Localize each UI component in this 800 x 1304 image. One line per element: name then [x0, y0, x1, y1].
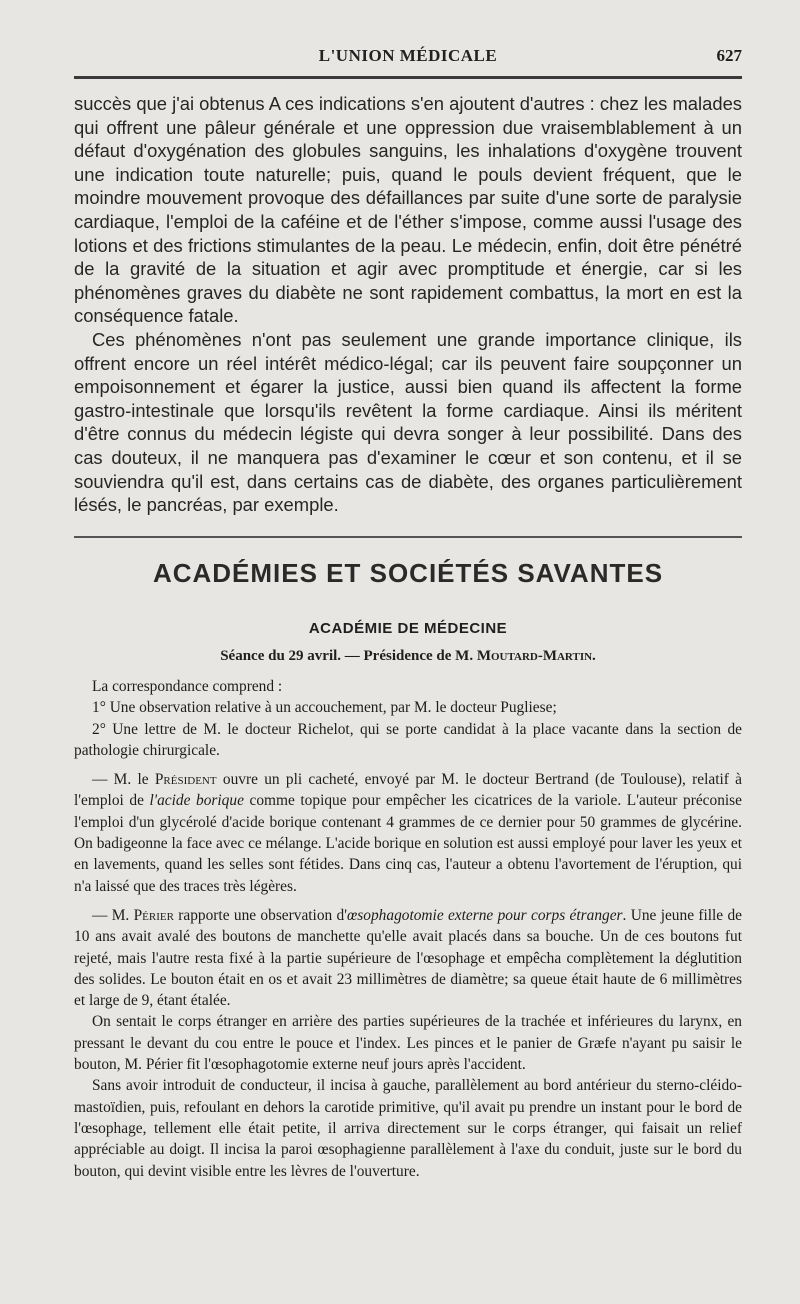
upper-article-text — [74, 92, 742, 517]
seance-prefix: Séance du 29 avril. — Présidence de M. — [220, 648, 477, 664]
correspondance-line: La correspondance comprend : — [92, 678, 283, 695]
paragraph-medico-legal: Ces phénomènes n'ont pas seulement une grande importance clinique, ils offrent encore un réel intérêt médico-légal; car ils peuvent faire soupçonner un empoisonnement et égarer la justice, aussi bien quand ils affectent la forme gastro-intestinale que lorsqu'ils revêtent la forme cardiaque. Ainsi ils méritent d'être connus du médecin légiste qui devra songer à leur possibilité. Dans des cas douteux, il ne manquera pas d'examiner le cœur et son contenu, et il se souviendra qu'il est, dans certains cas de diabète, des organes particulièrement lésés, le pancréas, par exemple. — [74, 328, 742, 516]
header-rule — [74, 76, 742, 79]
paragraph-perier — [74, 905, 742, 1011]
paragraph-pli-cachete — [74, 769, 742, 897]
correspondance-item-1: 1° Une observation relative à un accouchement, par M. le docteur Pugliese; — [92, 699, 557, 717]
seance-line — [74, 648, 742, 665]
p2-rest: . Une jeune fille de 10 ans avait avalé des boutons de manchette qu'elle avait placés dans sa bouche. Un de ces boutons fut rejeté, mais l'autre resta fixé à la partie supérieure de l'œsophage et empêcha complètement la déglutition des solides. Le bouton était en os et avait 23 millimètres de diamètre; sa queue était haute de 6 millimètres et large de 9, étant étalée. — [74, 906, 742, 1010]
p2-prefix: — M. — [92, 906, 134, 924]
academy-title: ACADÉMIE DE MÉDECINE — [308, 620, 508, 637]
seance-president: Moutard-Martin. — [476, 648, 596, 664]
paragraph-diabetes-treatment: succès que j'ai obtenus A ces indications s'en ajoutent d'autres : chez les malades qui offrent une pâleur générale et une oppression due vraisemblablement à un défaut d'oxygénation des globules sanguins, les inhalations d'oxygène trouvent une indication toute naturelle; puis, quand le pouls devient fréquent, que le moindre mouvement provoque des défaillances par suite d'une sorte de paralysie cardiaque, l'emploi de la caféine et de l'éther s'impose, comme aussi l'usage des lotions et des frictions stimulantes de la peau. Le médecin, enfin, doit être pénétré de la gravité de la situation et agir avec promptitude et énergie, car si les phénomènes graves du diabète ne sont rapidement combattus, la mort en est la conséquence fatale. — [74, 93, 742, 327]
running-head — [74, 46, 742, 72]
p1-rest: comme topique pour empêcher les cicatrices de la variole. L'auteur préconise l'emploi d'un glycérolé d'acide borique contenant 4 grammes de ce dernier pour 50 grammes de glycérine. On badigeonne la face avec ce mélange. L'acide borique en solution est aussi employé pour laver les yeux et en lavements, quand les selles sont fétides. Dans cinq cas, l'auteur a obtenu l'avortement de l'éruption, qui n'a laissé que des traces très légères. — [74, 792, 742, 895]
p2-mid: rapporte une observation d' — [173, 906, 348, 924]
page-number: 627 — [716, 46, 742, 65]
lower-article-text — [74, 676, 742, 1182]
paragraph-foreign-body: On sentait le corps étranger en arrière des parties supérieures de la trachée et inférieures du larynx, en pressant le devant du cou entre le pouce et l'index. Les pinces et le panier de Græfe n'ayant pu saisir le bouton, M. Périer fit l'œsophagotomie externe neuf jours après l'accident. — [74, 1013, 742, 1074]
running-title: L'UNION MÉDICALE — [318, 46, 498, 65]
section-rule — [74, 536, 742, 538]
p2-name: Périer — [133, 906, 174, 924]
p1-president: Président — [154, 771, 217, 789]
p1-prefix: — M. le — [92, 771, 155, 789]
p1-emphasis: l'acide borique — [149, 792, 244, 810]
section-heading: ACADÉMIES ET SOCIÉTÉS SAVANTES — [152, 558, 664, 588]
correspondance-item-2: 2° Une lettre de M. le docteur Richelot, qui se porte candidat à la place vacante dans la section de pathologie chirurgicale. — [74, 720, 742, 759]
p1-mid: ouvre un pli cacheté, envoyé par M. le docteur Bertrand (de Toulouse), relatif à l'emploi de — [74, 771, 743, 810]
p2-emphasis: œsophagotomie externe pour corps étranger — [347, 906, 623, 924]
paragraph-incision: Sans avoir introduit de conducteur, il incisa à gauche, parallèlement au bord antérieur du sterno-cléido-mastoïdien, puis, refoulant en dehors la carotide primitive, qu'il avait pu prendre un instant pour le bord de l'œsophage, tellement elle était petite, il arriva directement sur le corps étranger, qui faisait un relief appréciable au doigt. Il incisa la paroi œsophagienne parallèlement à l'axe du conduit, juste sur le bord du bouton, qui devint visible entre les lèvres de l'ouverture. — [74, 1077, 742, 1180]
